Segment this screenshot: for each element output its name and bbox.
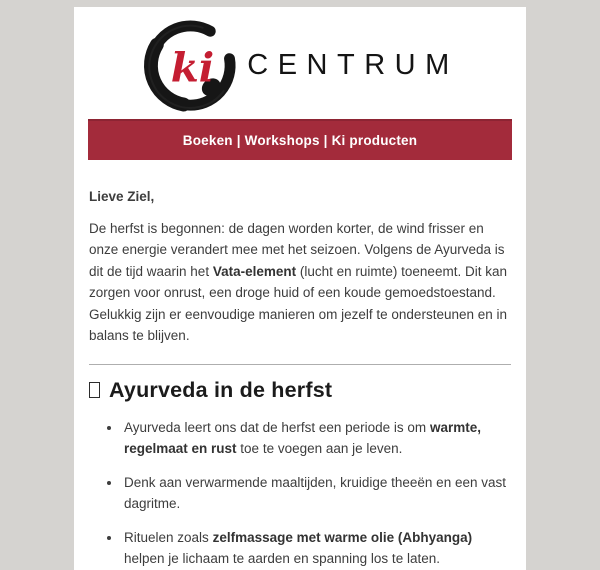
brand-name: CENTRUM xyxy=(247,49,459,81)
bullet-1-text-end: toe te voegen aan je leven. xyxy=(236,441,403,456)
greeting: Lieve Ziel, xyxy=(89,189,155,204)
bullet-2-text: Denk aan verwarmende maaltijden, kruidige theeën en een vast dagritme. xyxy=(124,474,506,511)
intro-bold-vata: Vata-element xyxy=(212,263,297,279)
ki-script-text: ki xyxy=(170,43,215,92)
intro-text-1: De herfst is begonnen: de dagen worden korter, de wind frisser en onze energie verandert mee met het seizoen. Volgens de Ayurveda is dit de tijd waarin het xyxy=(89,220,505,279)
logo xyxy=(74,7,526,116)
enso-brush-circle-icon xyxy=(141,16,240,115)
nav-links-label[interactable]: Boeken | Workshops | Ki producten xyxy=(182,133,418,148)
email-card xyxy=(74,7,526,570)
list-item xyxy=(122,417,511,460)
bullet-3-bold: zelfmassage met warme olie (Abhyanga) xyxy=(212,529,473,545)
list-item xyxy=(122,472,511,515)
missing-glyph-icon xyxy=(89,382,100,398)
bullet-3-text: Rituelen zoals xyxy=(124,529,213,545)
section-divider xyxy=(89,364,511,365)
bullet-1-bold: warmte, regelmaat en rust xyxy=(124,419,481,456)
section-heading-text: Ayurveda in de herfst xyxy=(109,377,333,402)
section-heading xyxy=(89,377,511,404)
intro-text-2: (lucht en ruimte) toeneemt. Dit kan zorgen voor onrust, een droge huid of een koude gemoedstoestand. Gelukkig zijn er eenvoudige manieren om jezelf te ondersteunen en in balans te blijven. xyxy=(89,263,508,343)
intro-paragraph xyxy=(89,218,511,347)
list-item xyxy=(122,527,511,570)
email-body xyxy=(74,186,526,570)
tips-list xyxy=(89,417,511,570)
bullet-3-text-end: helpen je lichaam te aarden en spanning los te laten. xyxy=(124,551,440,566)
bullet-1-text: Ayurveda leert ons dat de herfst een periode is om xyxy=(124,419,430,435)
nav-bar[interactable] xyxy=(88,119,512,160)
